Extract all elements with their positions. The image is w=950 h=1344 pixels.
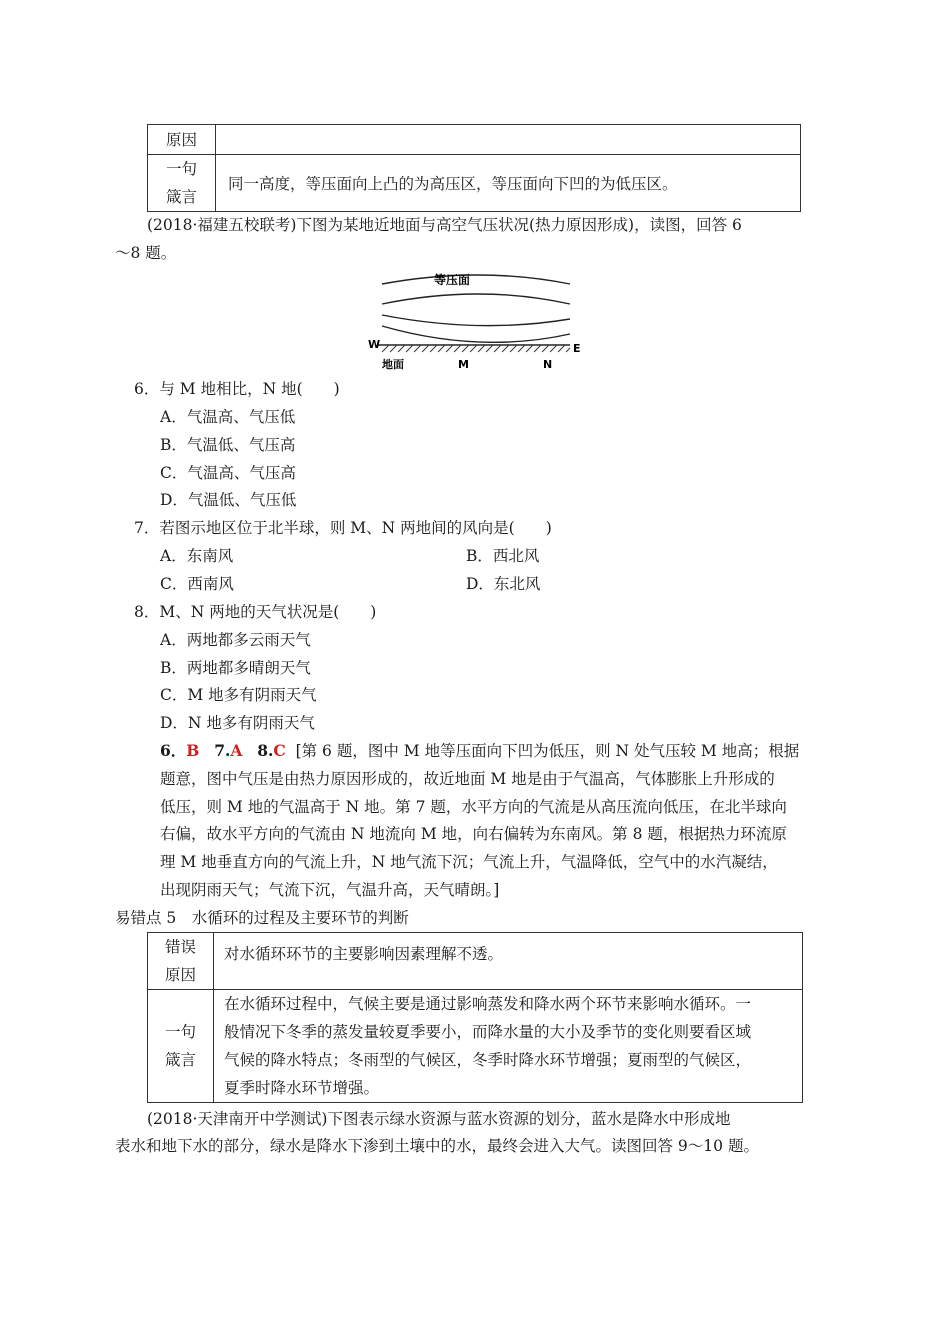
intro-text-line: (2018·天津南开中学测试)下图表示绿水资源与蓝水资源的划分，蓝水是降水中形成地 <box>147 1110 731 1128</box>
question-7-option-d: D．东北风 <box>466 575 541 593</box>
isobar-label: 等压面 <box>434 273 471 287</box>
table-label-motto-2: 一句 箴言 <box>148 990 214 1103</box>
question-7-option-c: C．西南风 <box>160 575 234 593</box>
table-text-error-cause: 对水循环环节的主要影响因素理解不透。 <box>214 933 803 990</box>
question-7-option-a: A．东南风 <box>160 547 234 565</box>
east-label: E <box>573 342 581 355</box>
intro-text-line: 表水和地下水的部分，绿水是降水下渗到土壤中的水，最终会进入大气。读图回答 9～10 题。 <box>115 1137 759 1155</box>
section-heading: 易错点 5 水循环的过程及主要环节的判断 <box>115 909 409 927</box>
table-text-motto-2: 在水循环过程中，气候主要是通过影响蒸发和降水两个环节来影响水循环。一 般情况下冬季的蒸发量较夏季要小，而降水量的大小及季节的变化则要看区域 气候的降水特点；冬雨型的气候区，冬季时降水环节增强；夏雨型的气候区， 夏季时降水环节增强。 <box>214 990 803 1103</box>
question-6-option-c: C．气温高、气压高 <box>160 464 296 482</box>
table-cause-motto <box>147 124 801 212</box>
table-label-error-cause: 错误 原因 <box>148 933 214 990</box>
table-cell-empty <box>216 125 801 155</box>
question-7-stem: 7．若图示地区位于北半球，则 M、N 两地间的风向是( ) <box>134 519 552 537</box>
question-8-option-d: D．N 地多有阴雨天气 <box>160 714 315 732</box>
question-8-option-c: C．M 地多有阴雨天气 <box>160 686 317 704</box>
answer-6: B <box>186 741 200 760</box>
answer-8: C <box>273 741 286 760</box>
ground-label: 地面 <box>382 358 404 371</box>
west-label: W <box>368 338 381 351</box>
isobar-diagram <box>360 268 600 374</box>
intro-text-line: ～8 题。 <box>115 244 177 262</box>
answer-explanation-line: 低压，则 M 地的气温高于 N 地。第 7 题，水平方向的气流是从高压流向低压，在北半球向 <box>160 798 787 816</box>
question-8-stem: 8．M、N 两地的天气状况是( ) <box>134 603 377 621</box>
n-label: N <box>543 358 553 371</box>
answer-explanation-line: 右偏，故水平方向的气流由 N 地流向 M 地，向右偏转为东南风。第 8 题，根据热力环流原 <box>160 825 787 843</box>
question-8-option-a: A．两地都多云雨天气 <box>160 631 311 649</box>
answer-7: A <box>230 741 243 760</box>
question-6-stem: 6．与 M 地相比，N 地( ) <box>134 380 340 398</box>
answer-explanation-line: 6．B 7.A 8.C [第 6 题，图中 M 地等压面向下凹为低压，则 N 处气压较 M 地高；根据 <box>160 741 800 760</box>
answer-explanation-line: 理 M 地垂直方向的气流上升，N 地气流下沉；气流上升，气温降低，空气中的水汽凝结， <box>160 853 778 871</box>
table-label-cause: 原因 <box>148 125 216 155</box>
m-label: M <box>458 358 469 371</box>
table-text-motto: 同一高度，等压面向上凸的为高压区，等压面向下凹的为低压区。 <box>216 155 801 212</box>
question-6-option-d: D．气温低、气压低 <box>160 491 297 509</box>
answer-explanation-line: 出现阴雨天气；气流下沉，气温升高，天气晴朗。] <box>160 881 500 899</box>
question-6-option-b: B．气温低、气压高 <box>160 436 296 454</box>
question-7-option-b: B．西北风 <box>466 547 540 565</box>
answer-explanation-line: 题意，图中气压是由热力原因形成的，故近地面 M 地是由于气温高，气体膨胀上升形成的 <box>160 770 775 788</box>
question-8-option-b: B．两地都多晴朗天气 <box>160 659 311 677</box>
question-6-option-a: A．气温高、气压低 <box>160 408 296 426</box>
intro-text-line: (2018·福建五校联考)下图为某地近地面与高空气压状况(热力原因形成)，读图，回答 6 <box>147 216 742 234</box>
table-cause-motto-2 <box>147 932 803 1103</box>
table-label-motto: 一句 箴言 <box>148 155 216 212</box>
